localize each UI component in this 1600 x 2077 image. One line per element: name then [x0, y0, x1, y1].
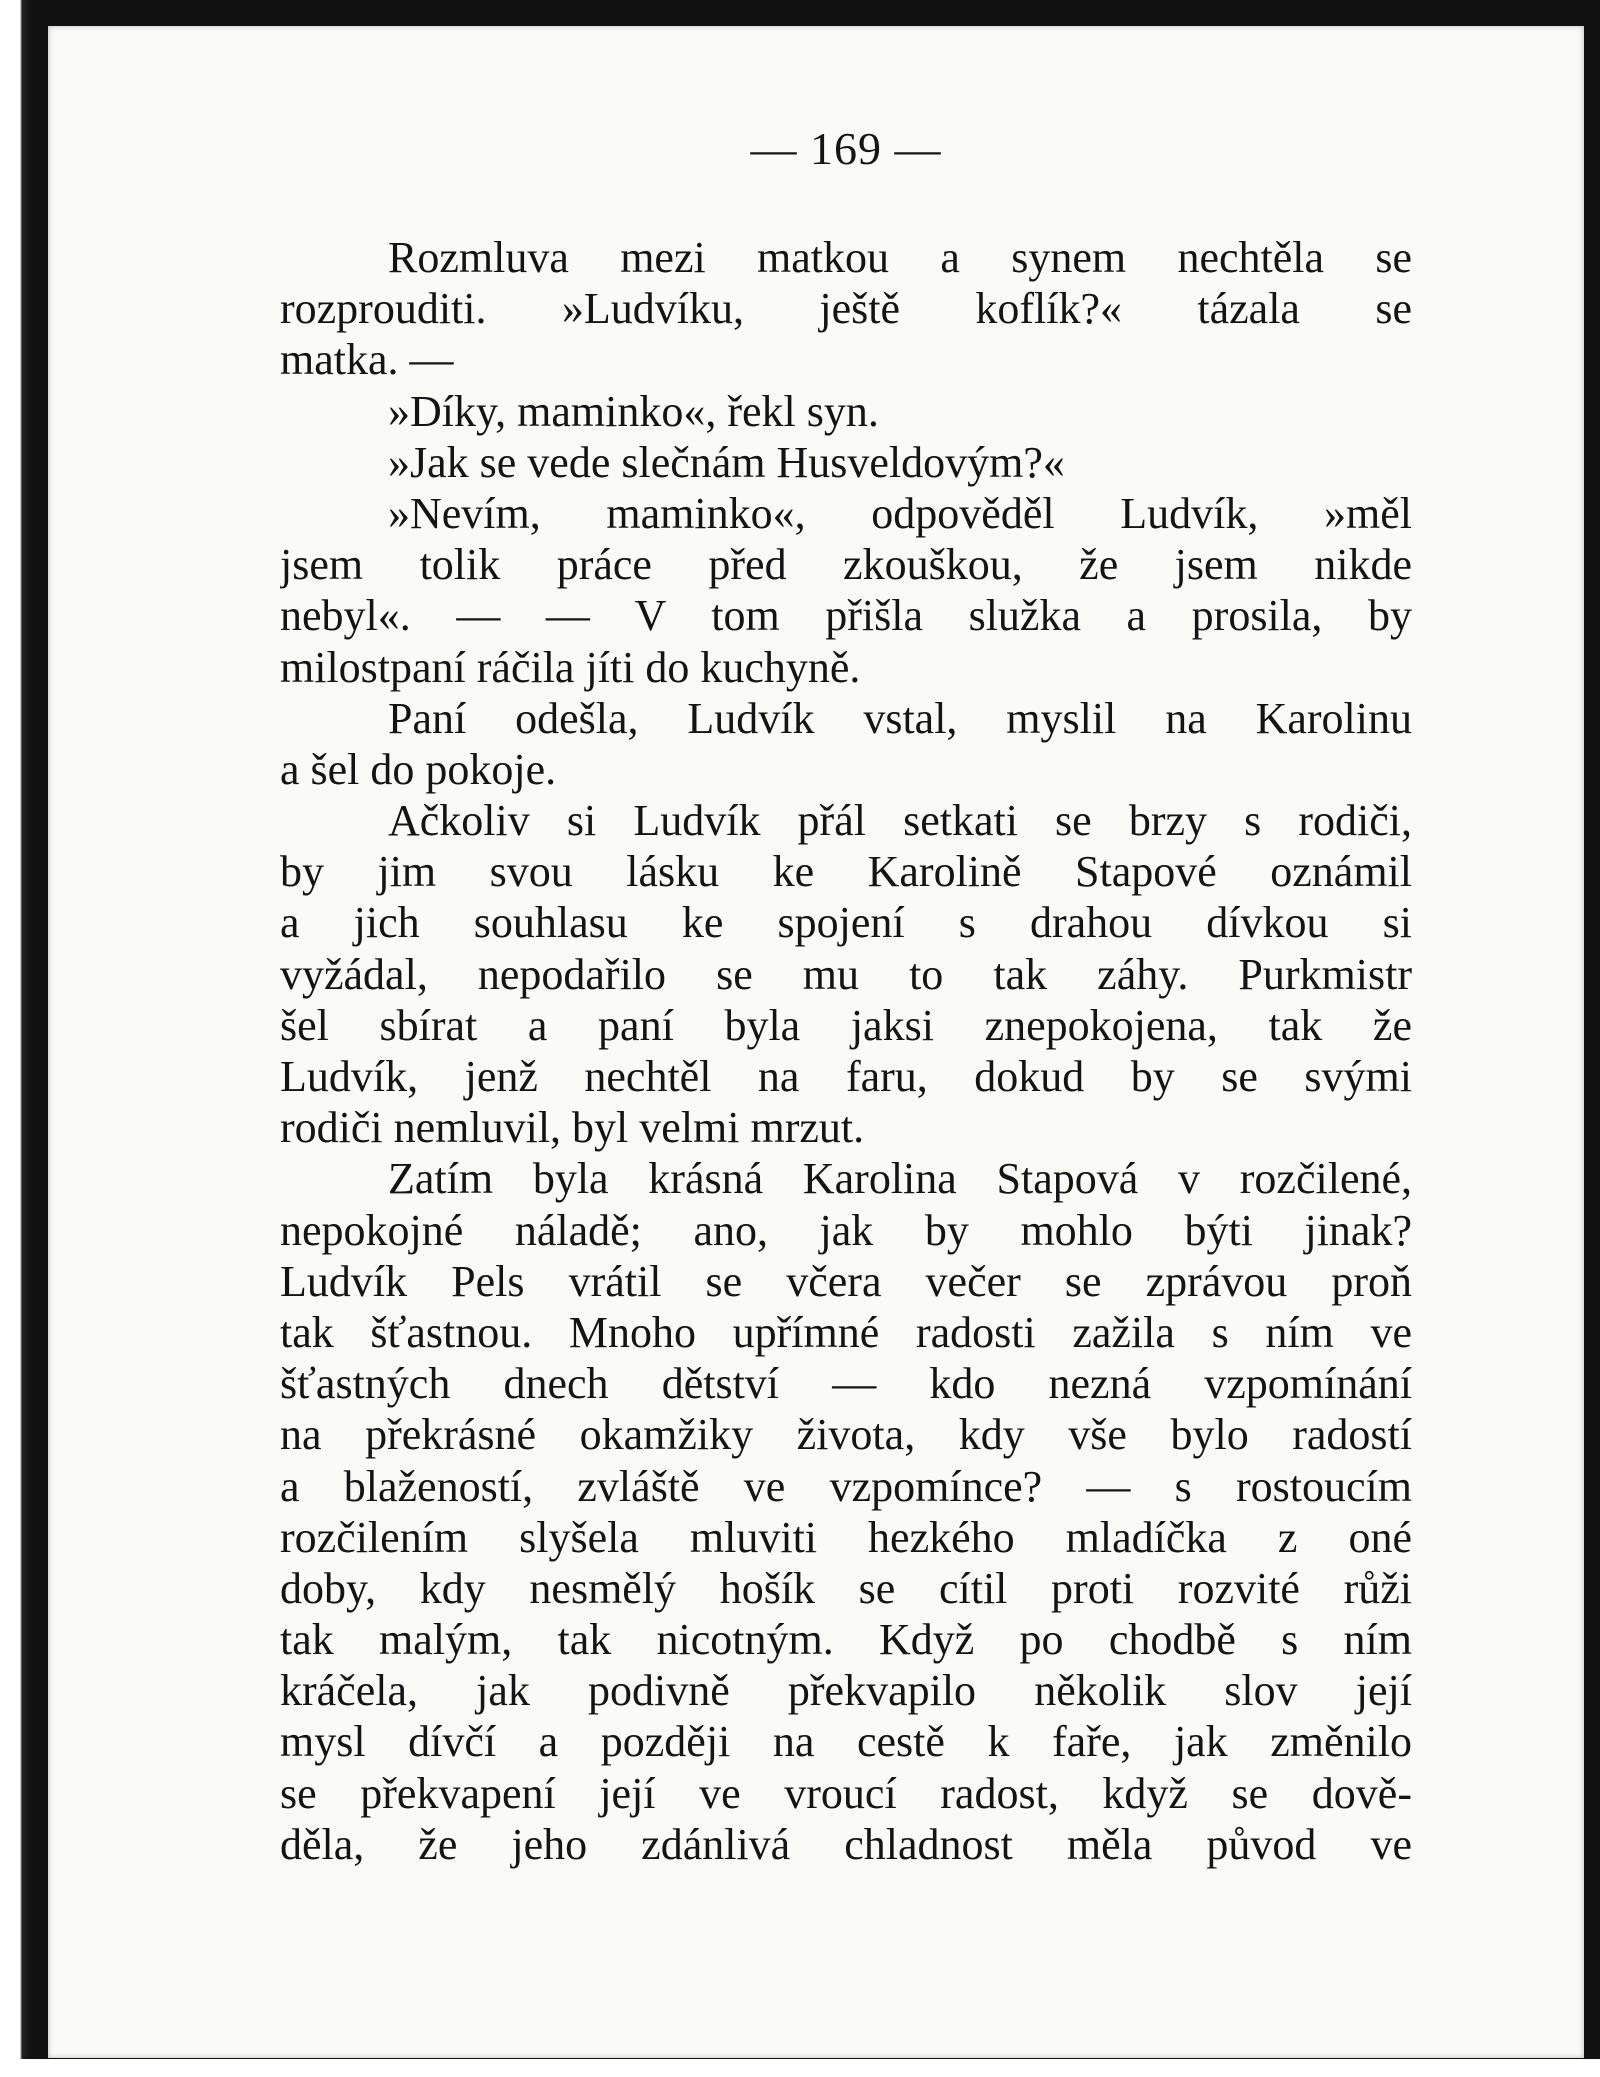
text-line: doby, kdy nesmělý hošík se cítil proti rozvité růži — [280, 1563, 1412, 1613]
text-line: rozčilením slyšela mluviti hezkého mladíčka z oné — [280, 1512, 1412, 1562]
scan-border-left — [0, 0, 48, 2077]
text-line: na překrásné okamžiky života, kdy vše bylo radostí — [280, 1410, 1412, 1460]
text-line: šťastných dnech dětství — kdo nezná vzpomínání — [280, 1359, 1412, 1409]
text-line: a šel do pokoje. — [280, 744, 557, 794]
text-line: milostpaní ráčila jíti do kuchyně. — [280, 642, 861, 692]
scan-border-top — [48, 0, 1600, 26]
text-line: by jim svou lásku ke Karolině Stapové oznámil — [280, 847, 1412, 897]
text-line: Zatím byla krásná Karolina Stapová v rozčilené, — [388, 1154, 1412, 1204]
text-line: šel sbírat a paní byla jaksi znepokojena, tak že — [280, 1000, 1412, 1050]
text-line: Paní odešla, Ludvík vstal, myslil na Karolinu — [388, 693, 1412, 743]
scan-border-bottom — [0, 2059, 1600, 2077]
text-line: se překvapení její ve vroucí radost, když se dově- — [280, 1768, 1412, 1818]
page-number: — 169 — — [750, 123, 942, 174]
text-line: mysl dívčí a později na cestě k faře, jak změnilo — [280, 1717, 1412, 1767]
body-text — [280, 232, 1412, 1870]
book-page — [48, 26, 1584, 2058]
text-line: tak šťastnou. Mnoho upřímné radosti zažila s ním ve — [280, 1307, 1412, 1357]
text-line: Ludvík Pels vrátil se včera večer se zprávou proň — [280, 1256, 1412, 1306]
text-line: Rozmluva mezi matkou a synem nechtěla se — [388, 233, 1412, 282]
text-line: a jich souhlasu ke spojení s drahou dívkou si — [280, 898, 1412, 948]
text-line: nebyl«. — — V tom přišla služka a prosila, by — [280, 591, 1412, 641]
text-line: »Jak se vede slečnám Husveldovým?« — [388, 437, 1065, 487]
text-line: nepokojné náladě; ano, jak by mohlo býti jinak? — [280, 1205, 1412, 1255]
text-line: Ačkoliv si Ludvík přál setkati se brzy s rodiči, — [388, 796, 1412, 846]
text-line: tak malým, tak nicotným. Když po chodbě s ním — [280, 1615, 1412, 1665]
text-line: Ludvík, jenž nechtěl na faru, dokud by se svými — [280, 1052, 1412, 1101]
text-line: kráčela, jak podivně překvapilo několik slov její — [280, 1666, 1412, 1716]
text-line: »Díky, maminko«, řekl syn. — [388, 386, 879, 436]
text-line: »Nevím, maminko«, odpověděl Ludvík, »měl — [388, 488, 1412, 538]
text-line: a blažeností, zvláště ve vzpomínce? — s rostoucím — [280, 1461, 1412, 1511]
text-line: děla, že jeho zdánlivá chladnost měla původ ve — [280, 1819, 1412, 1869]
text-line: jsem tolik práce před zkouškou, že jsem nikde — [280, 540, 1412, 590]
text-line: rodiči nemluvil, byl velmi mrzut. — [280, 1103, 865, 1153]
text-line: vyžádal, nepodařilo se mu to tak záhy. Purkmistr — [280, 949, 1412, 999]
text-line: matka. — — [280, 335, 454, 385]
text-line: rozprouditi. »Ludvíku, ještě koflík?« tázala se — [280, 284, 1412, 334]
